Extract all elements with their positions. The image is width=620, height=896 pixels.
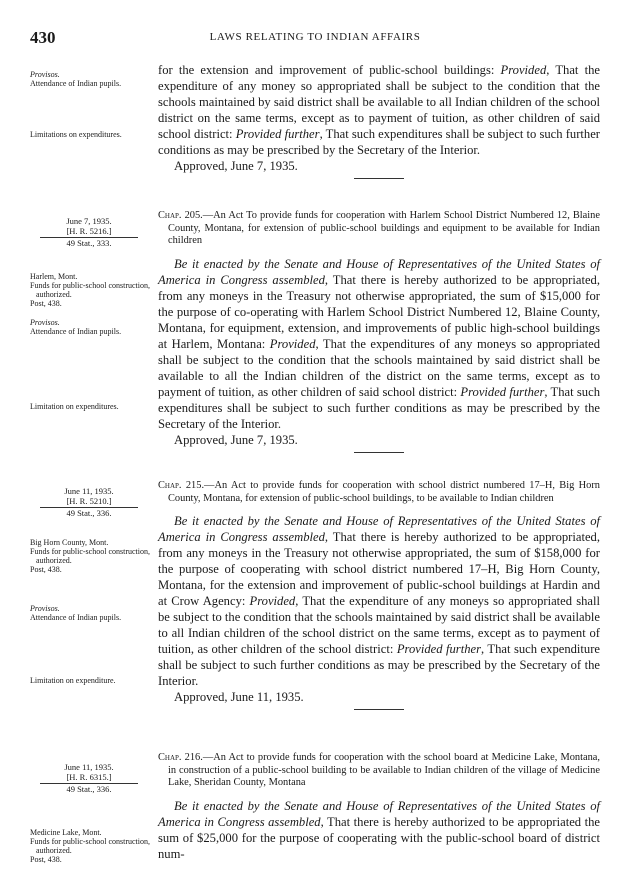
section-body: Be it enacted by the Senate and House of Representatives of the United States of America in Congress assembled, That there is hereby authorized to be appropriated the sum of $25,000 for the purpose of cooperating with the public-school board of district num- (158, 798, 600, 861)
section-rule (354, 452, 404, 453)
section-body: for the extension and improvement of public-school buildings: Provided, That the expenditure of any money so appropriated shall be subject to the condition that the schools maintained by said district shall be available to all Indian children of the school district on the same terms, except as to payment of tuition, as other children of said school district: Provided further, That such expenditures shall be subject to such further conditions as may be prescribed by the Secretary of the Interior. (158, 63, 601, 157)
section-rule (354, 178, 404, 179)
side-note: Limitations on expenditures. (30, 130, 122, 139)
approved-line: Approved, June 7, 1935. (174, 432, 298, 447)
citation-box: June 11, 1935. [H. R. 5210.] 49 Stat., 336. (34, 486, 144, 518)
side-note: Limitation on expenditures. (30, 402, 119, 411)
section-rule (354, 709, 404, 710)
side-note: Provisos. Attendance of Indian pupils. (30, 318, 122, 336)
page-number: 430 (30, 28, 56, 47)
chapter-heading: Chap. 215.—An Act to provide funds for cooperation with school district numbered 17–H, Big Horn County, Montana, for extension of public-school buildings, to be available to Indian children (158, 480, 600, 504)
side-note: Provisos. Attendance of Indian pupils. (30, 604, 122, 622)
section-body: Be it enacted by the Senate and House of Representatives of the United States of America in Congress assembled, That there is hereby authorized to be appropriated, from any moneys in the Treasury not otherwise appropriated, the sum of $158,000 for the purpose of cooperating with school district numbered 17–H, Big Horn County, Montana, for the extension and improvement of public-school buildings at Hardin and at Crow Agency: Provided, That the expenditure of any moneys so appropriated shall be subject to the condition that the schools maintained by said district shall be available to all Indian children of the school district on the same terms, except as to payment of tuition, as other children of the school district: Provided further, That such expenditure shall be subject to such further conditions as may be prescribed by the Secretary of the Interior. (158, 514, 600, 689)
citation-box: June 11, 1935. [H. R. 6315.] 49 Stat., 336. (34, 762, 144, 794)
side-note: Harlem, Mont. Funds for public-school construction, authorized. Post, 438. (30, 272, 150, 308)
side-note: Big Horn County, Mont. Funds for public-school construction, authorized. Post, 438. (30, 538, 150, 574)
page-header (30, 28, 600, 50)
side-note: Limitation on expenditure. (30, 676, 116, 685)
chapter-heading: Chap. 205.—An Act To provide funds for cooperation with Harlem School District Numbered 12, Blaine County, Montana, for extension of public-school buildings and equipment to be available for Indian children (158, 210, 600, 247)
side-note: Medicine Lake, Mont. Funds for public-school construction, authorized. Post, 438. (30, 828, 150, 864)
approved-line: Approved, June 7, 1935. (174, 159, 298, 173)
side-note: Provisos. Attendance of Indian pupils. (30, 70, 122, 88)
section-body: Be it enacted by the Senate and House of Representatives of the United States of America in Congress assembled, That there is hereby authorized to be appropriated, from any moneys in the Treasury not otherwise appropriated, the sum of $15,000 for the purpose of co-operating with Harlem School District Numbered 12, Blaine County, Montana, for equipment, extension, and improvements of public high-school buildings at Harlem, Montana: Provided, That the expenditures of any moneys so appropriated shall be subject to the condition that the schools maintained by said district shall be available to all the Indian children of the district on the same terms, except as to payment of tuition, as other children of said school district: Provided further, That such expenditures shall be subject to such further conditions as may be prescribed by the Secretary of the Interior. (158, 256, 600, 431)
approved-line: Approved, June 11, 1935. (174, 690, 304, 705)
running-title: LAWS RELATING TO INDIAN AFFAIRS (209, 31, 421, 43)
chapter-heading: Chap. 216.—An Act to provide funds for cooperation with the school board at Medicine Lake, Montana, in construction of a public-school building to be available to Indian children of the village of Medicine Lake, Sheridan County, Montana (158, 752, 600, 789)
citation-box: June 7, 1935. [H. R. 5216.] 49 Stat., 333. (34, 216, 144, 248)
